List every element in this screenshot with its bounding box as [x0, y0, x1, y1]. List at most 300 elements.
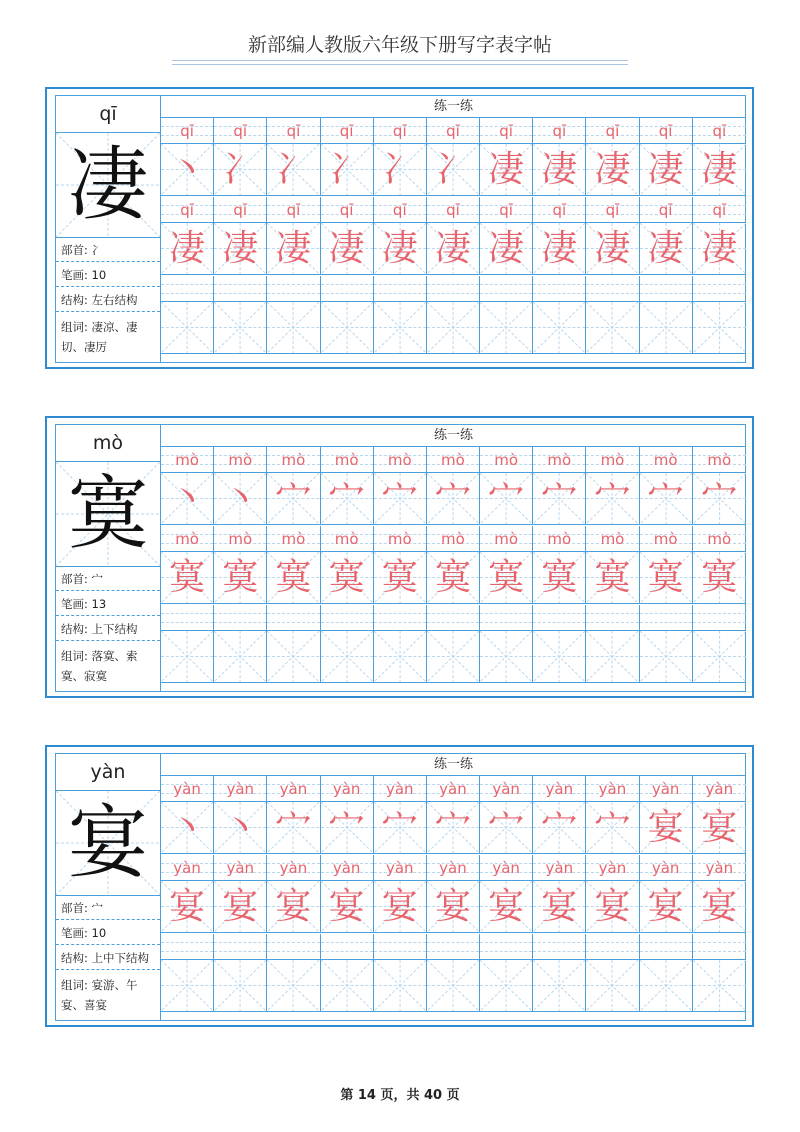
trace-row: [161, 223, 746, 275]
blank-pinyin-cell[interactable]: [533, 605, 586, 631]
trace-char: 凄: [275, 228, 312, 269]
writing-cell[interactable]: [480, 960, 533, 1012]
blank-practice-row: [161, 960, 746, 1012]
writing-cell[interactable]: [586, 302, 639, 354]
pinyin-text: qī: [392, 201, 407, 219]
writing-cell: [640, 802, 693, 854]
writing-cell: [267, 881, 320, 933]
trace-char: 寞: [381, 557, 418, 598]
pinyin-text: qī: [712, 201, 727, 219]
writing-cell[interactable]: [214, 302, 267, 354]
pinyin-cell: [427, 118, 480, 144]
writing-cell[interactable]: [161, 631, 214, 683]
pinyin-cell: [321, 776, 374, 802]
pinyin-cell: [480, 197, 533, 223]
pinyin-text: mò: [653, 451, 678, 469]
cell-guide-lines: [640, 960, 692, 1011]
pinyin-text: mò: [175, 530, 199, 548]
cell-guide-lines: [586, 302, 638, 353]
blank-pinyin-row: [161, 605, 746, 631]
pinyin-text: mò: [547, 451, 572, 469]
blank-pinyin-cell[interactable]: [267, 934, 320, 960]
writing-cell[interactable]: [267, 960, 320, 1012]
blank-pinyin-cell[interactable]: [267, 276, 320, 302]
cell-guide-lines: [693, 302, 746, 353]
blank-pinyin-cell[interactable]: [586, 934, 639, 960]
writing-cell: [533, 552, 586, 604]
pinyin-cell: [161, 855, 214, 881]
pinyin-cell: [267, 855, 320, 881]
trace-char: 宴: [488, 886, 525, 927]
pinyin-text: yàn: [226, 780, 255, 798]
pinyin-text: yàn: [439, 780, 467, 798]
pinyin-text: qī: [286, 122, 301, 140]
pinyin-cell: [427, 855, 480, 881]
blank-pinyin-cell[interactable]: [374, 276, 427, 302]
pinyin-text: mò: [600, 530, 625, 548]
pinyin-text: qī: [233, 122, 248, 140]
stroke-step-char: 宀: [328, 478, 365, 519]
writing-cell: [374, 802, 427, 854]
writing-cell: [374, 223, 427, 275]
cell-guide-lines: [267, 302, 319, 353]
stroke-step-char: 宀: [594, 478, 631, 519]
writing-cell[interactable]: [214, 960, 267, 1012]
title-rule: [172, 60, 628, 61]
writing-cell: [267, 473, 320, 525]
trace-char: 凄: [701, 228, 738, 269]
structure-info: 结构: 上中下结构: [56, 946, 160, 970]
pinyin-text: qī: [180, 122, 194, 140]
writing-cell[interactable]: [267, 631, 320, 683]
blank-pinyin-cell[interactable]: [640, 605, 693, 631]
pinyin-text: qī: [392, 122, 407, 140]
card-inner-frame: [55, 95, 746, 363]
pinyin-text: yàn: [385, 780, 414, 798]
blank-pinyin-cell[interactable]: [693, 934, 746, 960]
practice-area: [161, 425, 746, 691]
writing-cell: [374, 552, 427, 604]
writing-cell[interactable]: [693, 631, 746, 683]
writing-cell: [161, 802, 214, 854]
pinyin-cell: [640, 197, 693, 223]
trace-char: 凄: [594, 228, 631, 269]
pinyin-text: yàn: [545, 780, 574, 798]
trace-char: 凄: [222, 228, 259, 269]
blank-pinyin-cell[interactable]: [480, 276, 533, 302]
pinyin-text: qī: [286, 201, 301, 219]
pinyin-cell: [267, 118, 320, 144]
blank-practice-row: [161, 631, 746, 683]
blank-pinyin-cell[interactable]: [161, 276, 214, 302]
trace-char: 凄: [647, 228, 684, 269]
trace-char: 凄: [381, 228, 418, 269]
writing-cell[interactable]: [480, 302, 533, 354]
writing-cell[interactable]: [427, 631, 480, 683]
blank-pinyin-cell[interactable]: [214, 276, 267, 302]
cell-guide-lines: [427, 302, 479, 353]
blank-pinyin-cell[interactable]: [427, 276, 480, 302]
pinyin-text: yàn: [705, 780, 734, 798]
pinyin-cell: [480, 118, 533, 144]
writing-cell: [214, 802, 267, 854]
pinyin-cell: [374, 776, 427, 802]
pinyin-row: [161, 526, 746, 552]
stroke-step-char: 丶: [169, 478, 206, 519]
writing-cell[interactable]: [586, 631, 639, 683]
blank-pinyin-cell[interactable]: [586, 276, 639, 302]
blank-pinyin-cell[interactable]: [374, 934, 427, 960]
pinyin-text: qī: [446, 122, 460, 140]
pinyin-text: mò: [281, 530, 306, 548]
writing-cell: [214, 223, 267, 275]
cell-guide-lines: [267, 960, 319, 1011]
writing-cell: [586, 223, 639, 275]
pinyin-cell: [533, 776, 586, 802]
card-inner-frame: [55, 753, 746, 1021]
writing-cell: [640, 223, 693, 275]
strokes-info: 笔画: 10: [56, 263, 160, 287]
pinyin-text: mò: [653, 530, 678, 548]
blank-pinyin-cell[interactable]: [161, 934, 214, 960]
writing-cell[interactable]: [321, 302, 374, 354]
writing-cell[interactable]: [321, 960, 374, 1012]
writing-cell: [586, 881, 639, 933]
writing-cell: [321, 881, 374, 933]
pinyin-row: [161, 197, 746, 223]
pinyin-text: mò: [707, 530, 732, 548]
pinyin-cell: [161, 197, 214, 223]
pinyin-cell: [586, 526, 639, 552]
card-inner-frame: [55, 424, 746, 692]
trace-char: 宴: [594, 886, 631, 927]
main-character: 宴: [68, 796, 148, 889]
trace-char: 寞: [222, 557, 259, 598]
blank-pinyin-cell[interactable]: [693, 276, 746, 302]
pinyin-text: qī: [499, 201, 513, 219]
blank-pinyin-cell[interactable]: [427, 934, 480, 960]
cell-guide-lines: [586, 631, 638, 682]
pinyin-text: yàn: [173, 859, 201, 877]
writing-cell[interactable]: [533, 302, 586, 354]
pinyin-cell: [214, 855, 267, 881]
writing-cell: [427, 552, 480, 604]
pinyin-text: yàn: [651, 859, 680, 877]
blank-pinyin-cell[interactable]: [321, 934, 374, 960]
words-info: 组词: 落寞、索寞、寂寞: [61, 649, 138, 683]
writing-cell[interactable]: [693, 960, 746, 1012]
cell-guide-lines: [693, 631, 746, 682]
writing-cell: [267, 552, 320, 604]
trace-char: 寞: [328, 557, 365, 598]
writing-cell[interactable]: [374, 631, 427, 683]
stroke-order-row: [161, 144, 746, 196]
pinyin-text: qī: [605, 122, 620, 140]
pinyin-cell: [640, 776, 693, 802]
pinyin-text: qī: [446, 201, 460, 219]
pinyin-cell: [480, 526, 533, 552]
pinyin-text: qī: [180, 201, 194, 219]
radical-info: 部首: 冫: [56, 238, 160, 262]
trace-char: 寞: [488, 557, 525, 598]
character-card: [45, 416, 754, 698]
pinyin-text: qī: [339, 201, 354, 219]
strokes-info: 笔画: 10: [56, 921, 160, 945]
page-title: 新部编人教版六年级下册写字表字帖: [247, 34, 552, 56]
pinyin-text: yàn: [545, 859, 574, 877]
pinyin-cell: [586, 197, 639, 223]
stroke-step-char: 凄: [488, 149, 525, 190]
blank-pinyin-cell[interactable]: [427, 605, 480, 631]
blank-pinyin-cell[interactable]: [267, 605, 320, 631]
stroke-step-char: 凄: [541, 149, 578, 190]
cell-guide-lines: [321, 302, 373, 353]
blank-pinyin-cell[interactable]: [586, 605, 639, 631]
pinyin-cell: [533, 855, 586, 881]
pinyin-cell: [533, 447, 586, 473]
pinyin-cell: [374, 855, 427, 881]
stroke-step-char: 宀: [488, 478, 525, 519]
writing-cell: [480, 223, 533, 275]
writing-cell[interactable]: [640, 960, 693, 1012]
writing-cell: [161, 552, 214, 604]
cell-guide-lines: [427, 631, 479, 682]
writing-cell[interactable]: [640, 302, 693, 354]
pinyin-cell: [640, 447, 693, 473]
writing-cell[interactable]: [533, 960, 586, 1012]
writing-cell[interactable]: [214, 631, 267, 683]
blank-pinyin-cell[interactable]: [693, 605, 746, 631]
pinyin-text: yàn: [385, 859, 414, 877]
writing-cell[interactable]: [427, 302, 480, 354]
writing-cell[interactable]: [586, 960, 639, 1012]
pinyin-text: yàn: [492, 859, 520, 877]
writing-cell: [480, 881, 533, 933]
stroke-step-char: 冫: [275, 149, 312, 190]
trace-row: [161, 552, 746, 604]
blank-pinyin-cell[interactable]: [161, 605, 214, 631]
main-character-box: [56, 791, 160, 896]
trace-char: 凄: [169, 228, 206, 269]
blank-pinyin-cell[interactable]: [640, 934, 693, 960]
writing-cell[interactable]: [427, 960, 480, 1012]
pinyin-text: yàn: [279, 859, 308, 877]
writing-cell: [693, 552, 746, 604]
pinyin-text: mò: [494, 451, 519, 469]
writing-cell[interactable]: [267, 302, 320, 354]
writing-cell: [267, 802, 320, 854]
main-character: 寞: [68, 467, 148, 560]
writing-cell: [374, 144, 427, 196]
writing-cell: [586, 802, 639, 854]
trace-char: 寞: [594, 557, 631, 598]
pinyin-cell: [586, 447, 639, 473]
pinyin-cell: [161, 118, 214, 144]
cell-guide-lines: [640, 631, 692, 682]
structure-info: 结构: 上下结构: [56, 617, 160, 641]
pinyin-text: mò: [547, 530, 572, 548]
trace-char: 宴: [328, 886, 365, 927]
pinyin-text: qī: [712, 122, 727, 140]
trace-char: 寞: [434, 557, 471, 598]
pinyin-cell: [640, 855, 693, 881]
writing-cell[interactable]: [321, 631, 374, 683]
pinyin-text: mò: [228, 451, 253, 469]
blank-pinyin-cell[interactable]: [533, 276, 586, 302]
trace-char: 寞: [169, 557, 206, 598]
writing-cell: [480, 552, 533, 604]
pinyin-cell: [693, 526, 746, 552]
blank-pinyin-cell[interactable]: [480, 605, 533, 631]
pinyin-text: yàn: [332, 780, 361, 798]
stroke-step-char: 冫: [222, 149, 259, 190]
pinyin-text: qī: [339, 122, 354, 140]
blank-pinyin-cell[interactable]: [214, 605, 267, 631]
pinyin-cell: [640, 526, 693, 552]
writing-cell: [321, 473, 374, 525]
writing-cell: [693, 144, 746, 196]
pinyin-text: mò: [441, 451, 465, 469]
blank-pinyin-cell[interactable]: [214, 934, 267, 960]
pinyin-text: qī: [233, 201, 248, 219]
cell-guide-lines: [214, 631, 266, 682]
pinyin-cell: [586, 776, 639, 802]
stroke-step-char: 宀: [594, 807, 631, 848]
writing-cell[interactable]: [161, 302, 214, 354]
trace-char: 寞: [275, 557, 312, 598]
pinyin-cell: [533, 118, 586, 144]
trace-char: 寞: [647, 557, 684, 598]
pinyin-cell: [586, 855, 639, 881]
blank-pinyin-cell[interactable]: [321, 276, 374, 302]
pinyin-cell: [321, 447, 374, 473]
pinyin-text: mò: [441, 530, 465, 548]
blank-pinyin-cell[interactable]: [374, 605, 427, 631]
stroke-step-char: 宀: [541, 807, 578, 848]
writing-cell[interactable]: [374, 302, 427, 354]
writing-cell: [161, 223, 214, 275]
practice-header: 练一练: [161, 425, 746, 447]
radical-info: 部首: 宀: [56, 567, 160, 591]
trace-char: 宴: [541, 886, 578, 927]
pinyin-cell: [480, 776, 533, 802]
cell-guide-lines: [374, 302, 426, 353]
writing-cell: [427, 802, 480, 854]
trace-char: 凄: [434, 228, 471, 269]
main-pinyin: qī: [56, 96, 160, 133]
stroke-step-char: 宀: [275, 807, 312, 848]
pinyin-text: mò: [175, 451, 199, 469]
writing-cell: [214, 144, 267, 196]
cell-guide-lines: [693, 960, 746, 1011]
writing-cell: [267, 223, 320, 275]
stroke-step-char: 凄: [647, 149, 684, 190]
pinyin-cell: [214, 197, 267, 223]
stroke-step-char: 宴: [701, 807, 738, 848]
writing-cell[interactable]: [693, 302, 746, 354]
trace-char: 宴: [222, 886, 259, 927]
trace-char: 宴: [381, 886, 418, 927]
pinyin-cell: [374, 197, 427, 223]
writing-cell: [640, 473, 693, 525]
cell-guide-lines: [161, 302, 213, 353]
stroke-step-char: 凄: [594, 149, 631, 190]
pinyin-cell: [586, 118, 639, 144]
practice-header: 练一练: [161, 754, 746, 776]
blank-pinyin-row: [161, 276, 746, 302]
writing-cell[interactable]: [161, 960, 214, 1012]
trace-char: 凄: [328, 228, 365, 269]
blank-pinyin-cell[interactable]: [480, 934, 533, 960]
trace-char: 寞: [701, 557, 738, 598]
cell-guide-lines: [480, 302, 532, 353]
pinyin-text: mò: [334, 530, 359, 548]
main-character: 凄: [68, 138, 148, 231]
pinyin-cell: [533, 197, 586, 223]
writing-cell: [640, 552, 693, 604]
pinyin-text: mò: [707, 451, 732, 469]
pinyin-text: qī: [552, 201, 567, 219]
writing-cell: [693, 473, 746, 525]
stroke-step-char: 宀: [434, 807, 471, 848]
trace-char: 宴: [434, 886, 471, 927]
character-card: [45, 745, 754, 1027]
writing-cell: [374, 881, 427, 933]
blank-pinyin-cell[interactable]: [321, 605, 374, 631]
pinyin-cell: [480, 447, 533, 473]
writing-cell[interactable]: [640, 631, 693, 683]
stroke-step-char: 宀: [701, 478, 738, 519]
writing-cell: [321, 802, 374, 854]
cell-guide-lines: [533, 631, 585, 682]
pinyin-text: mò: [494, 530, 519, 548]
writing-cell[interactable]: [533, 631, 586, 683]
pinyin-row: [161, 776, 746, 802]
main-pinyin: mò: [56, 425, 160, 462]
pinyin-cell: [321, 526, 374, 552]
pinyin-cell: [693, 197, 746, 223]
stroke-step-char: 宴: [647, 807, 684, 848]
writing-cell: [427, 223, 480, 275]
cell-guide-lines: [161, 960, 213, 1011]
blank-pinyin-row: [161, 934, 746, 960]
cell-guide-lines: [480, 960, 532, 1011]
writing-cell: [427, 144, 480, 196]
main-character-box: [56, 462, 160, 567]
pinyin-row: [161, 855, 746, 881]
writing-cell: [693, 881, 746, 933]
pinyin-text: qī: [658, 122, 673, 140]
pinyin-text: qī: [605, 201, 620, 219]
pinyin-cell: [214, 526, 267, 552]
main-character-box: [56, 133, 160, 238]
writing-cell: [533, 144, 586, 196]
writing-cell[interactable]: [480, 631, 533, 683]
stroke-order-row: [161, 802, 746, 854]
pinyin-cell: [267, 526, 320, 552]
trace-row: [161, 881, 746, 933]
pinyin-cell: [161, 776, 214, 802]
writing-cell[interactable]: [374, 960, 427, 1012]
writing-cell: [533, 223, 586, 275]
writing-cell: [161, 473, 214, 525]
pinyin-text: yàn: [226, 859, 255, 877]
writing-cell: [586, 552, 639, 604]
blank-pinyin-cell[interactable]: [533, 934, 586, 960]
blank-pinyin-cell[interactable]: [640, 276, 693, 302]
writing-cell: [374, 473, 427, 525]
trace-char: 凄: [488, 228, 525, 269]
